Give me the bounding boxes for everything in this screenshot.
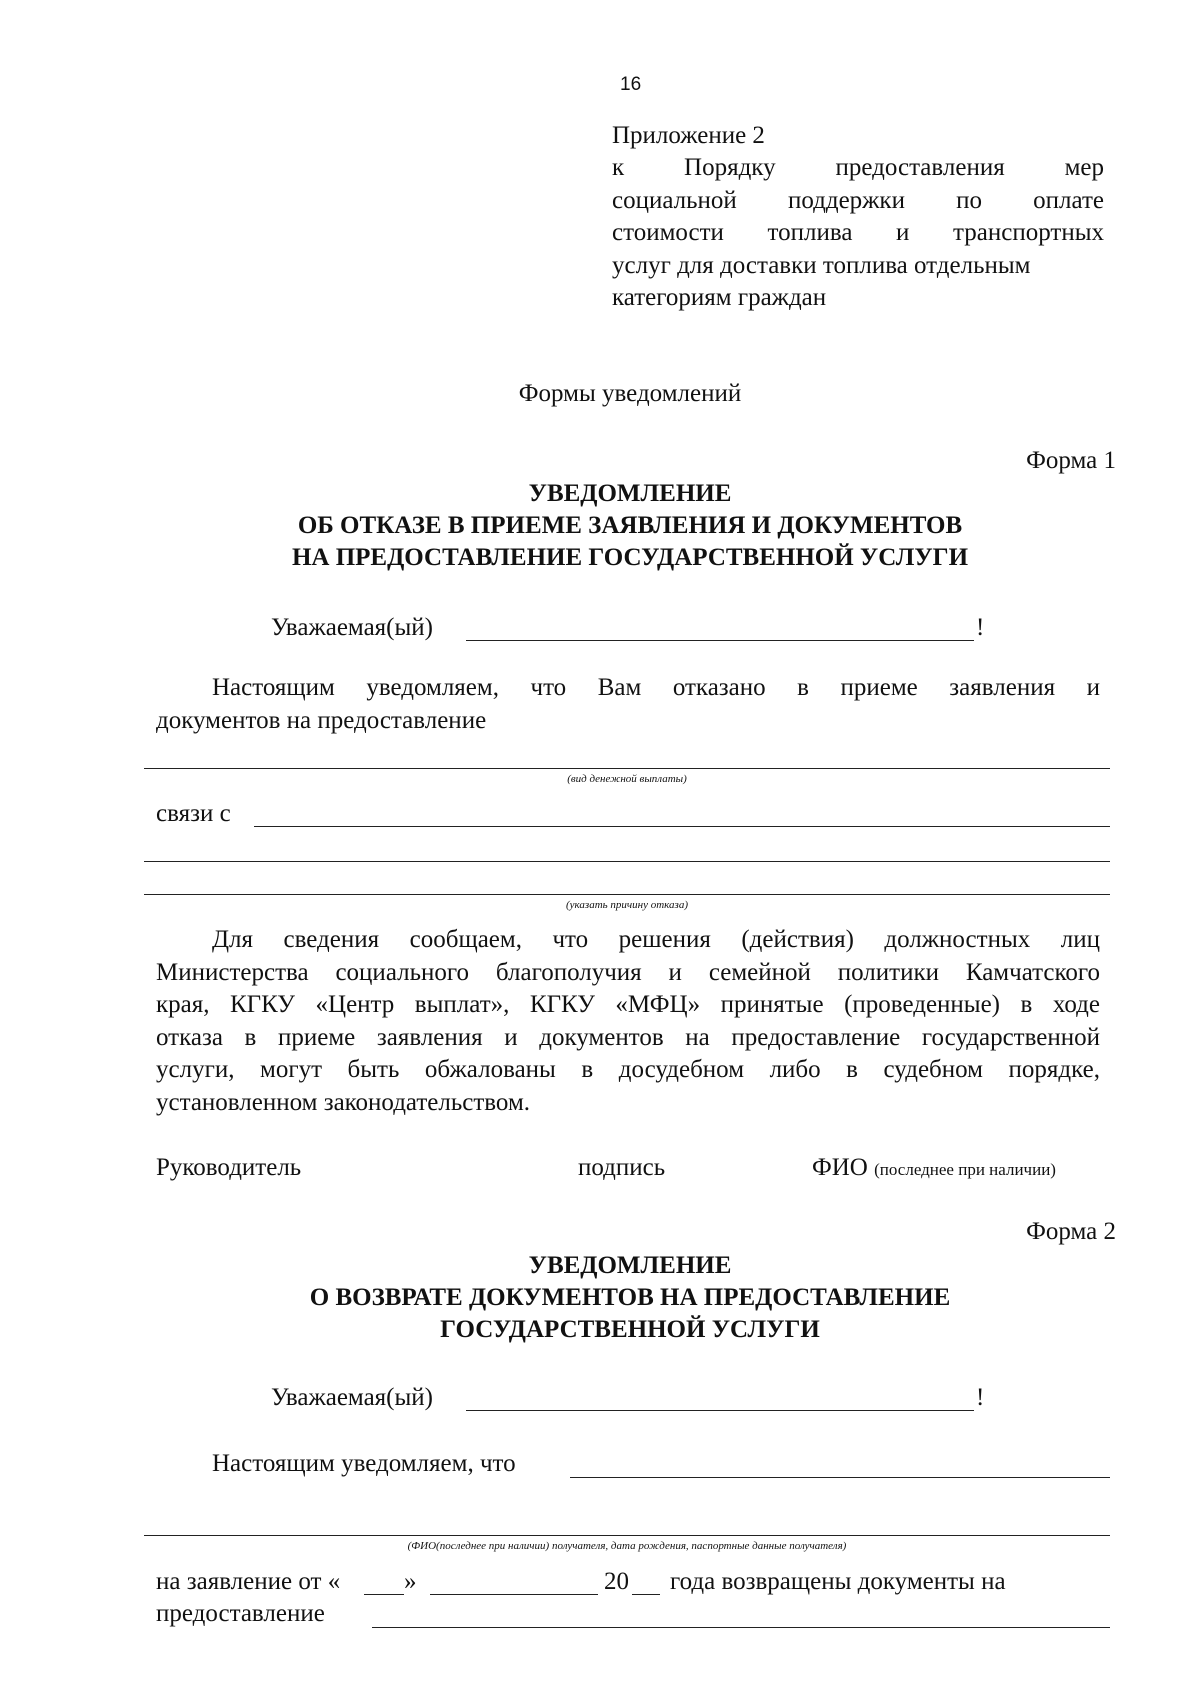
form1-recipient-blank[interactable]: [466, 640, 974, 641]
appendix-line-last: категориям граждан: [612, 284, 827, 311]
form1-notice-line2: документов на предоставление: [156, 707, 487, 734]
form1-sig-name: ФИО (последнее при наличии): [812, 1154, 1056, 1181]
appendix-line: услуг для доставки топлива отдельным: [612, 251, 1031, 279]
form1-sig-sign: подпись: [578, 1154, 666, 1181]
form1-sig-head: Руководитель: [156, 1154, 302, 1181]
appendix-line: к Порядку предоставления мер: [612, 154, 1104, 181]
page-number: 16: [620, 74, 642, 95]
form2-recipient-blank[interactable]: [466, 1410, 974, 1411]
form1-caption-reason: (указать причину отказа): [565, 899, 688, 911]
form1-heading-1: УВЕДОМЛЕНИЕ: [528, 480, 732, 507]
form2-returned: года возвращены документы на: [670, 1568, 1006, 1595]
form1-heading-2: ОБ ОТКАЗЕ В ПРИЕМЕ ЗАЯВЛЕНИЯ И ДОКУМЕНТОВ: [297, 512, 963, 539]
form2-year-blank[interactable]: [632, 1594, 660, 1595]
form2-greeting: Уважаемая(ый): [271, 1384, 433, 1411]
form2-heading-2: О ВОЗВРАТЕ ДОКУМЕНТОВ НА ПРЕДОСТАВЛЕНИЕ: [309, 1284, 951, 1311]
form1-exclamation: !: [976, 614, 985, 641]
form2-caption-person: (ФИО(последнее при наличии) получателя, дата рождения, паспортные данные получателя): [407, 1540, 847, 1552]
form1-reason-blank-2[interactable]: [144, 861, 1110, 862]
form1-reason-prefix: связи с: [156, 800, 231, 827]
form1-info-paragraph: Для сведения сообщаем, что решения (действия) должностных лиц Министерства социального благополучия и семейной политики Камчатского края, КГКУ «Центр выплат», КГКУ «МФЦ» принятые (проведенные) в ходе отказа в приеме заявления и документов на предоставление государственной услуги, могут быть обжалованы в досудебном либо в судебном порядке, установленном законодательством.: [156, 926, 1100, 1116]
form1-payment-blank[interactable]: [144, 768, 1110, 769]
appendix-line: социальной поддержки по оплате: [612, 186, 1104, 214]
form2-exclamation: !: [976, 1384, 985, 1411]
form1-heading-3: НА ПРЕДОСТАВЛЕНИЕ ГОСУДАРСТВЕННОЙ УСЛУГИ: [291, 544, 969, 571]
appendix-title: Приложение 2: [612, 122, 765, 149]
form2-label: Форма 2: [1026, 1218, 1116, 1245]
form2-provision-blank[interactable]: [372, 1627, 1110, 1628]
form2-person-blank-2[interactable]: [144, 1535, 1110, 1536]
form1-notice-line1: Настоящим уведомляем, что Вам отказано в приеме заявления и: [212, 674, 1100, 701]
section-title: Формы уведомлений: [518, 380, 742, 407]
form2-month-blank[interactable]: [430, 1594, 598, 1595]
form2-year-prefix: 20: [604, 1568, 629, 1595]
form2-app-quote-close: »: [404, 1568, 417, 1595]
form1-greeting: Уважаемая(ый): [271, 614, 433, 641]
form2-day-blank[interactable]: [364, 1594, 404, 1595]
appendix-lines: [612, 152, 1104, 315]
form1-label: Форма 1: [1026, 447, 1116, 474]
form2-heading-1: УВЕДОМЛЕНИЕ: [528, 1252, 732, 1279]
form1-reason-blank-1[interactable]: [254, 826, 1110, 827]
form2-person-blank-1[interactable]: [570, 1477, 1110, 1478]
form2-provision: предоставление: [156, 1600, 325, 1627]
form2-app-from: на заявление от «: [156, 1568, 341, 1595]
form2-notice: Настоящим уведомляем, что: [212, 1450, 516, 1477]
appendix-line: стоимости топлива и транспортных: [612, 219, 1104, 246]
form1-reason-blank-3[interactable]: [144, 894, 1110, 895]
form1-caption-payment: (вид денежной выплаты): [567, 773, 687, 785]
form2-heading-3: ГОСУДАРСТВЕННОЙ УСЛУГИ: [440, 1316, 820, 1343]
